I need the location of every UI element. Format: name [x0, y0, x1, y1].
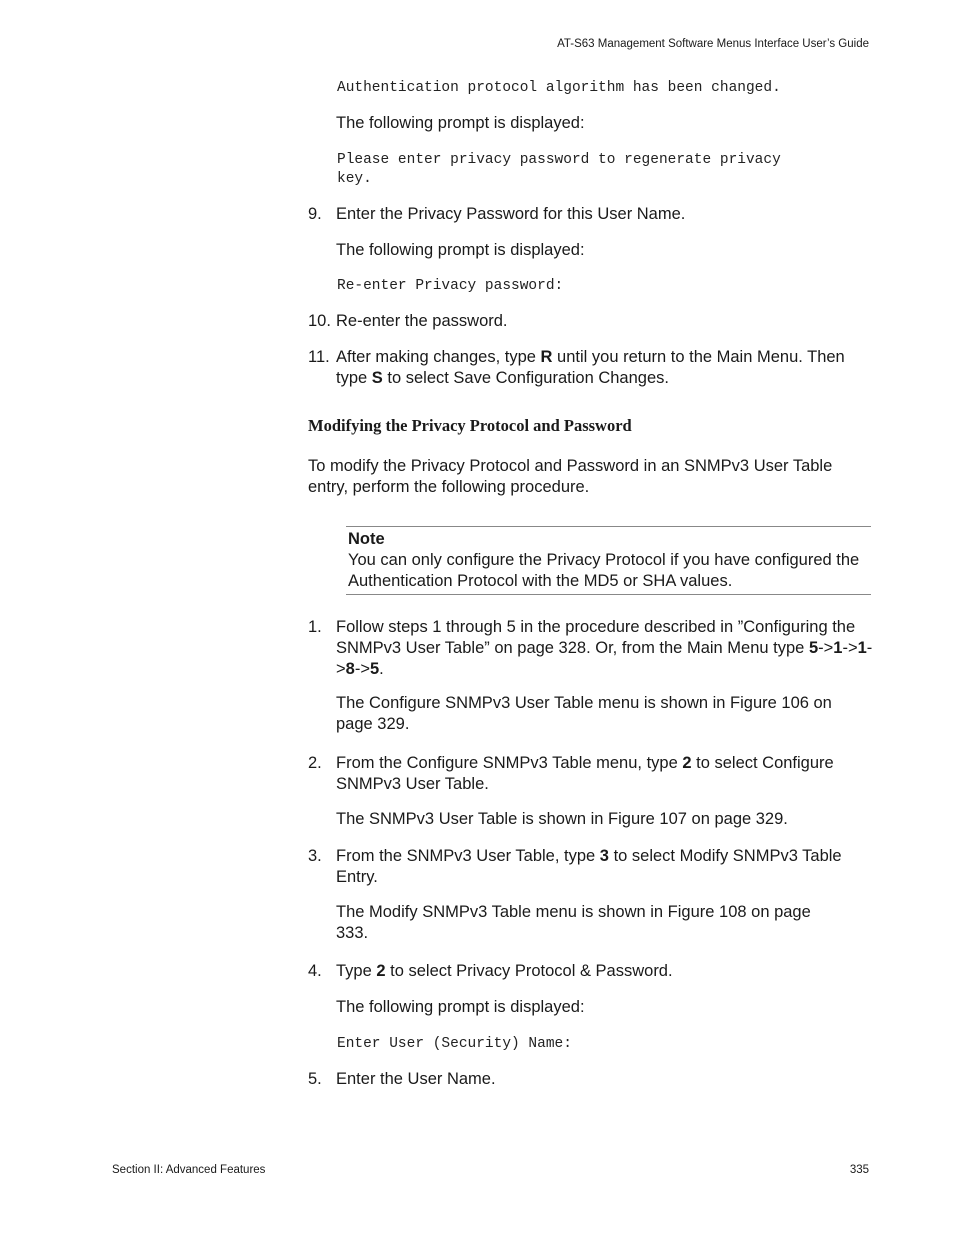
intro-paragraph: To modify the Privacy Protocol and Password in an SNMPv3 User Table entry, perform the following procedure.: [308, 457, 833, 496]
step-text: Re-enter the password.: [336, 312, 508, 330]
footer-section: Section II: Advanced Features: [112, 1164, 266, 1176]
section-heading: Modifying the Privacy Protocol and Password: [308, 416, 632, 435]
step-number: 5.: [308, 1070, 322, 1088]
step-text: From the SNMPv3 User Table, type 3 to select Modify SNMPv3 Table Entry.: [336, 847, 842, 886]
step-number: 2.: [308, 754, 322, 772]
key-s: S: [371, 369, 383, 387]
step-subtext: The Configure SNMPv3 User Table menu is shown in Figure 106 on page 329.: [336, 694, 832, 733]
prompt-displayed-text: The following prompt is displayed:: [336, 114, 585, 132]
step-subtext: The SNMPv3 User Table is shown in Figure 107 on page 329.: [336, 810, 788, 828]
code-enter-user: Enter User (Security) Name:: [337, 1036, 572, 1052]
step-text: Type 2 to select Privacy Protocol & Password.: [336, 962, 673, 980]
page-header: AT-S63 Management Software Menus Interface User’s Guide: [557, 38, 869, 50]
note-box: [346, 526, 871, 595]
prompt-displayed-text: The following prompt is displayed:: [336, 241, 585, 259]
step-number: 11.: [308, 348, 330, 366]
step-number: 9.: [308, 205, 322, 223]
step-number: 3.: [308, 847, 322, 865]
step-number: 4.: [308, 962, 322, 980]
step-text: Enter the Privacy Password for this User Name.: [336, 205, 686, 223]
step-number: 10.: [308, 312, 331, 330]
step-text: From the Configure SNMPv3 Table menu, type 2 to select Configure SNMPv3 User Table.: [336, 754, 834, 793]
step-text: Enter the User Name.: [336, 1070, 496, 1088]
step-text: After making changes, type R until you return to the Main Menu. Then type S to select Save Configuration Changes.: [336, 348, 845, 387]
step-number: 1.: [308, 618, 322, 636]
code-reenter-prompt: Re-enter Privacy password:: [337, 278, 564, 294]
step-text: Follow steps 1 through 5 in the procedure described in ”Configuring the SNMPv3 User Table” on page 328. Or, from the Main Menu type 5->1->1->8->5.: [336, 618, 873, 678]
note-text: You can only configure the Privacy Protocol if you have configured the Authentication Protocol with the MD5 or SHA values.: [348, 551, 860, 590]
code-privacy-prompt: Please enter privacy password to regenerate privacy key.: [337, 152, 781, 187]
code-auth-changed: Authentication protocol algorithm has been changed.: [337, 80, 781, 96]
note-title: Note: [348, 530, 385, 548]
key-r: R: [540, 348, 553, 366]
page-number: 335: [849, 1164, 869, 1176]
prompt-displayed-text: The following prompt is displayed:: [336, 998, 585, 1016]
step-subtext: The Modify SNMPv3 Table menu is shown in Figure 108 on page 333.: [336, 903, 811, 942]
